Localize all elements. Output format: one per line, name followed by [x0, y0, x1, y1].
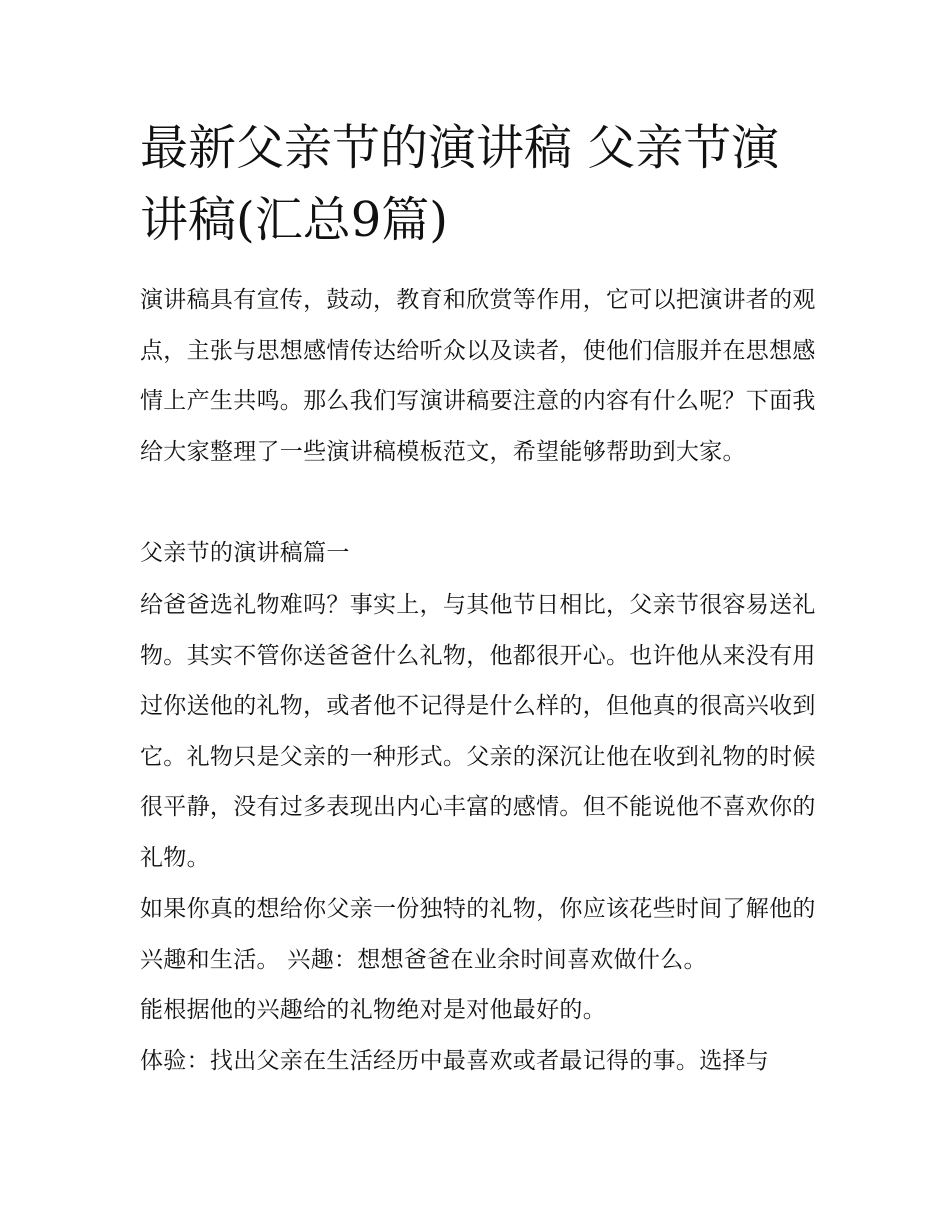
- body-paragraph: 如果你真的想给你父亲一份独特的礼物，你应该花些时间了解他的兴趣和生活。 兴趣：想想爸爸在业余时间喜欢做什么。: [140, 896, 816, 973]
- section-heading: 父亲节的演讲稿篇一: [140, 540, 350, 566]
- body-paragraph: 体验：找出父亲在生活经历中最喜欢或者最记得的事。选择与: [140, 1048, 770, 1074]
- intro-paragraph: 演讲稿具有宣传，鼓动，教育和欣赏等作用，它可以把演讲者的观点，主张与思想感情传达给听众以及读者，使他们信服并在思想感情上产生共鸣。那么我们写演讲稿要注意的内容有什么呢？下面我给大家整理了一些演讲稿模板范文，希望能够帮助到大家。: [140, 287, 816, 465]
- body-paragraph: 能根据他的兴趣给的礼物绝对是对他最好的。: [140, 997, 606, 1023]
- body-paragraph: 给爸爸选礼物难吗？事实上，与其他节日相比，父亲节很容易送礼物。其实不管你送爸爸什么礼物，他都很开心。也许他从来没有用过你送他的礼物，或者他不记得是什么样的，但他真的很高兴收到它。礼物只是父亲的一种形式。父亲的深沉让他在收到礼物的时候很平静，没有过多表现出内心丰富的感情。但不能说他不喜欢你的礼物。: [140, 592, 816, 871]
- document-title: 最新父亲节的演讲稿 父亲节演讲稿(汇总9篇): [140, 120, 780, 248]
